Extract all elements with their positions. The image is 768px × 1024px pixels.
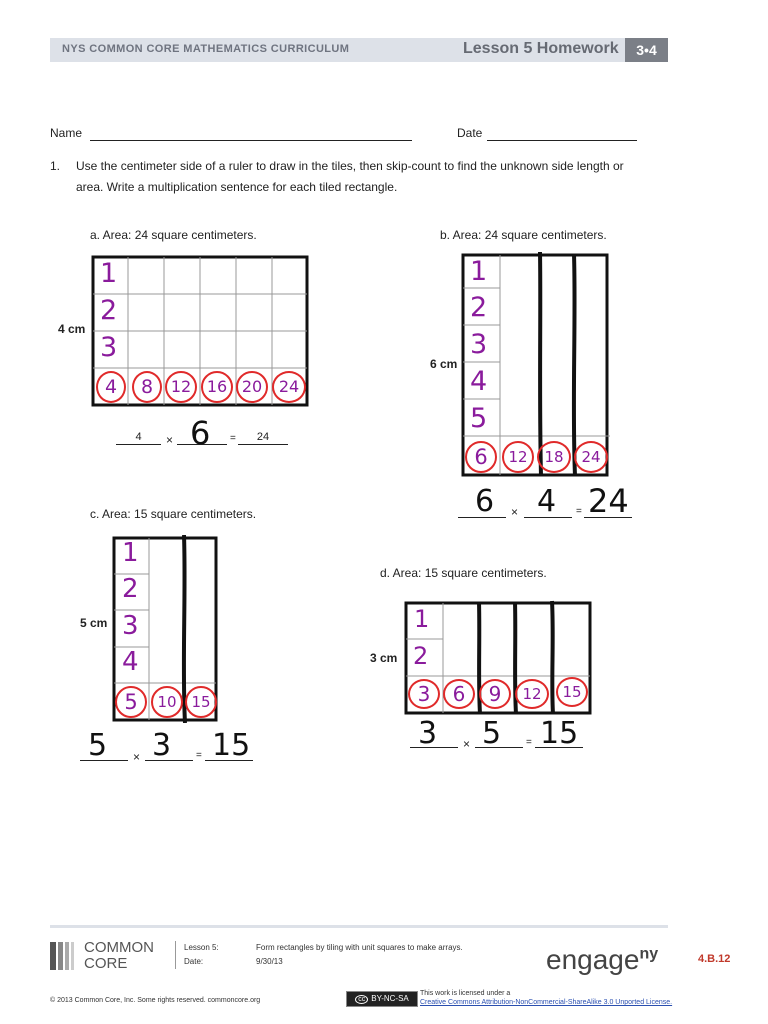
cc-license-badge[interactable] [346, 991, 418, 1007]
part-c-factor1: 5 [88, 728, 108, 763]
part-a-factor2: 6 [190, 414, 211, 452]
problem-number: 1. [50, 159, 61, 173]
part-a-skip-24: 24 [272, 371, 306, 403]
part-c-skip-15: 15 [185, 686, 217, 718]
part-c-times: × [133, 750, 141, 764]
part-d-skip-6: 6 [443, 679, 475, 709]
part-a-count-2: 2 [100, 295, 118, 326]
part-a-skip-16: 16 [201, 371, 233, 403]
footer-date-label: Date: [184, 957, 204, 966]
problem-text-line1: Use the centimeter side of a ruler to draw in the tiles, then skip-count to find the unknown side length or [76, 159, 624, 173]
part-a-times: × [166, 433, 174, 447]
common-core-logo-mark [50, 942, 80, 970]
name-label: Name [50, 126, 83, 140]
footer-divider [50, 925, 668, 928]
part-c-count-1: 1 [122, 538, 139, 568]
engageny-logo [546, 944, 658, 976]
part-c-skip-10: 10 [151, 686, 183, 718]
part-d-side-label: 3 cm [370, 651, 398, 665]
part-d-count-2: 2 [413, 642, 429, 670]
part-b-skip-12: 12 [502, 441, 534, 473]
part-a-skip-4: 4 [96, 371, 126, 403]
date-label: Date [457, 126, 483, 140]
part-b-count-5: 5 [470, 403, 488, 434]
part-d-label: d. Area: 15 square centimeters. [380, 566, 547, 580]
part-b-factor2: 4 [537, 484, 557, 519]
part-a-factor1[interactable]: 4 [116, 432, 161, 445]
license-link[interactable]: Creative Commons Attribution-NonCommercial-ShareAlike 3.0 Unported License. [420, 999, 673, 1006]
part-b-skip-24: 24 [574, 441, 608, 473]
part-d-skip-15: 15 [556, 677, 588, 707]
lesson-title: Lesson 5 Homework [463, 40, 619, 57]
module-badge: 3•4 [625, 38, 668, 62]
part-b-count-2: 2 [470, 292, 488, 323]
brand-sup: ny [639, 945, 659, 963]
common-core-logo-text [84, 940, 154, 972]
part-b-label: b. Area: 24 square centimeters. [440, 228, 607, 242]
part-a-side-label: 4 cm [58, 322, 86, 336]
part-a-skip-12: 12 [165, 371, 197, 403]
cc-icon: cc [355, 995, 368, 1004]
brand-text: engage [546, 944, 640, 975]
license-line1: This work is licensed under a [420, 990, 511, 997]
part-d-factor2: 5 [482, 716, 502, 751]
part-c-factor2: 3 [152, 728, 172, 763]
part-a-count-1: 1 [100, 258, 118, 289]
part-c-count-2: 2 [122, 574, 139, 604]
part-a-skip-8: 8 [132, 371, 162, 403]
part-c-skip-5: 5 [115, 686, 147, 718]
logo-line1: COMMON [84, 939, 154, 956]
part-c-side-label: 5 cm [80, 616, 108, 630]
part-b-skip-6: 6 [465, 441, 497, 473]
part-d-times: × [463, 737, 471, 751]
part-b-count-4: 4 [470, 366, 488, 397]
part-b-side-label: 6 cm [430, 357, 458, 371]
page-code: 4.B.12 [698, 953, 731, 965]
logo-line2: CORE [84, 955, 128, 972]
part-a-product[interactable]: 24 [238, 432, 288, 445]
part-a-label: a. Area: 24 square centimeters. [90, 228, 257, 242]
curriculum-title: NYS COMMON CORE MATHEMATICS CURRICULUM [62, 43, 350, 55]
part-a-equals: = [230, 433, 236, 444]
name-field[interactable] [90, 126, 412, 141]
part-a-count-3: 3 [100, 332, 118, 363]
footer-lesson-label: Lesson 5: [184, 943, 219, 952]
part-d-product: 15 [540, 716, 579, 751]
part-d-skip-9: 9 [479, 679, 511, 709]
part-c-equals: = [196, 750, 202, 761]
part-b-factor1: 6 [475, 484, 495, 519]
part-d-skip-12: 12 [515, 679, 549, 709]
copyright: © 2013 Common Core, Inc. Some rights reserved. commoncore.org [50, 997, 261, 1004]
footer-date-value: 9/30/13 [256, 957, 283, 966]
problem-text-line2: area. Write a multiplication sentence for each tiled rectangle. [76, 180, 398, 194]
part-b-count-1: 1 [470, 256, 488, 287]
part-c-label: c. Area: 15 square centimeters. [90, 507, 257, 521]
part-b-count-3: 3 [470, 329, 488, 360]
part-d-skip-3: 3 [408, 679, 440, 709]
part-b-product: 24 [588, 482, 629, 520]
part-d-factor1: 3 [418, 716, 438, 751]
part-b-equals: = [576, 506, 582, 517]
part-d-count-1: 1 [414, 605, 430, 633]
part-a-skip-20: 20 [236, 371, 268, 403]
part-b-skip-18: 18 [537, 441, 571, 473]
part-d-equals: = [526, 737, 532, 748]
part-c-count-4: 4 [122, 647, 139, 677]
cc-badge-text: BY-NC-SA [371, 994, 409, 1003]
date-field[interactable] [487, 126, 637, 141]
part-b-times: × [511, 505, 519, 519]
footer-lesson-title: Form rectangles by tiling with unit squares to make arrays. [256, 943, 463, 952]
part-c-product: 15 [212, 728, 251, 763]
footer-separator [175, 941, 176, 969]
part-c-count-3: 3 [122, 611, 139, 641]
